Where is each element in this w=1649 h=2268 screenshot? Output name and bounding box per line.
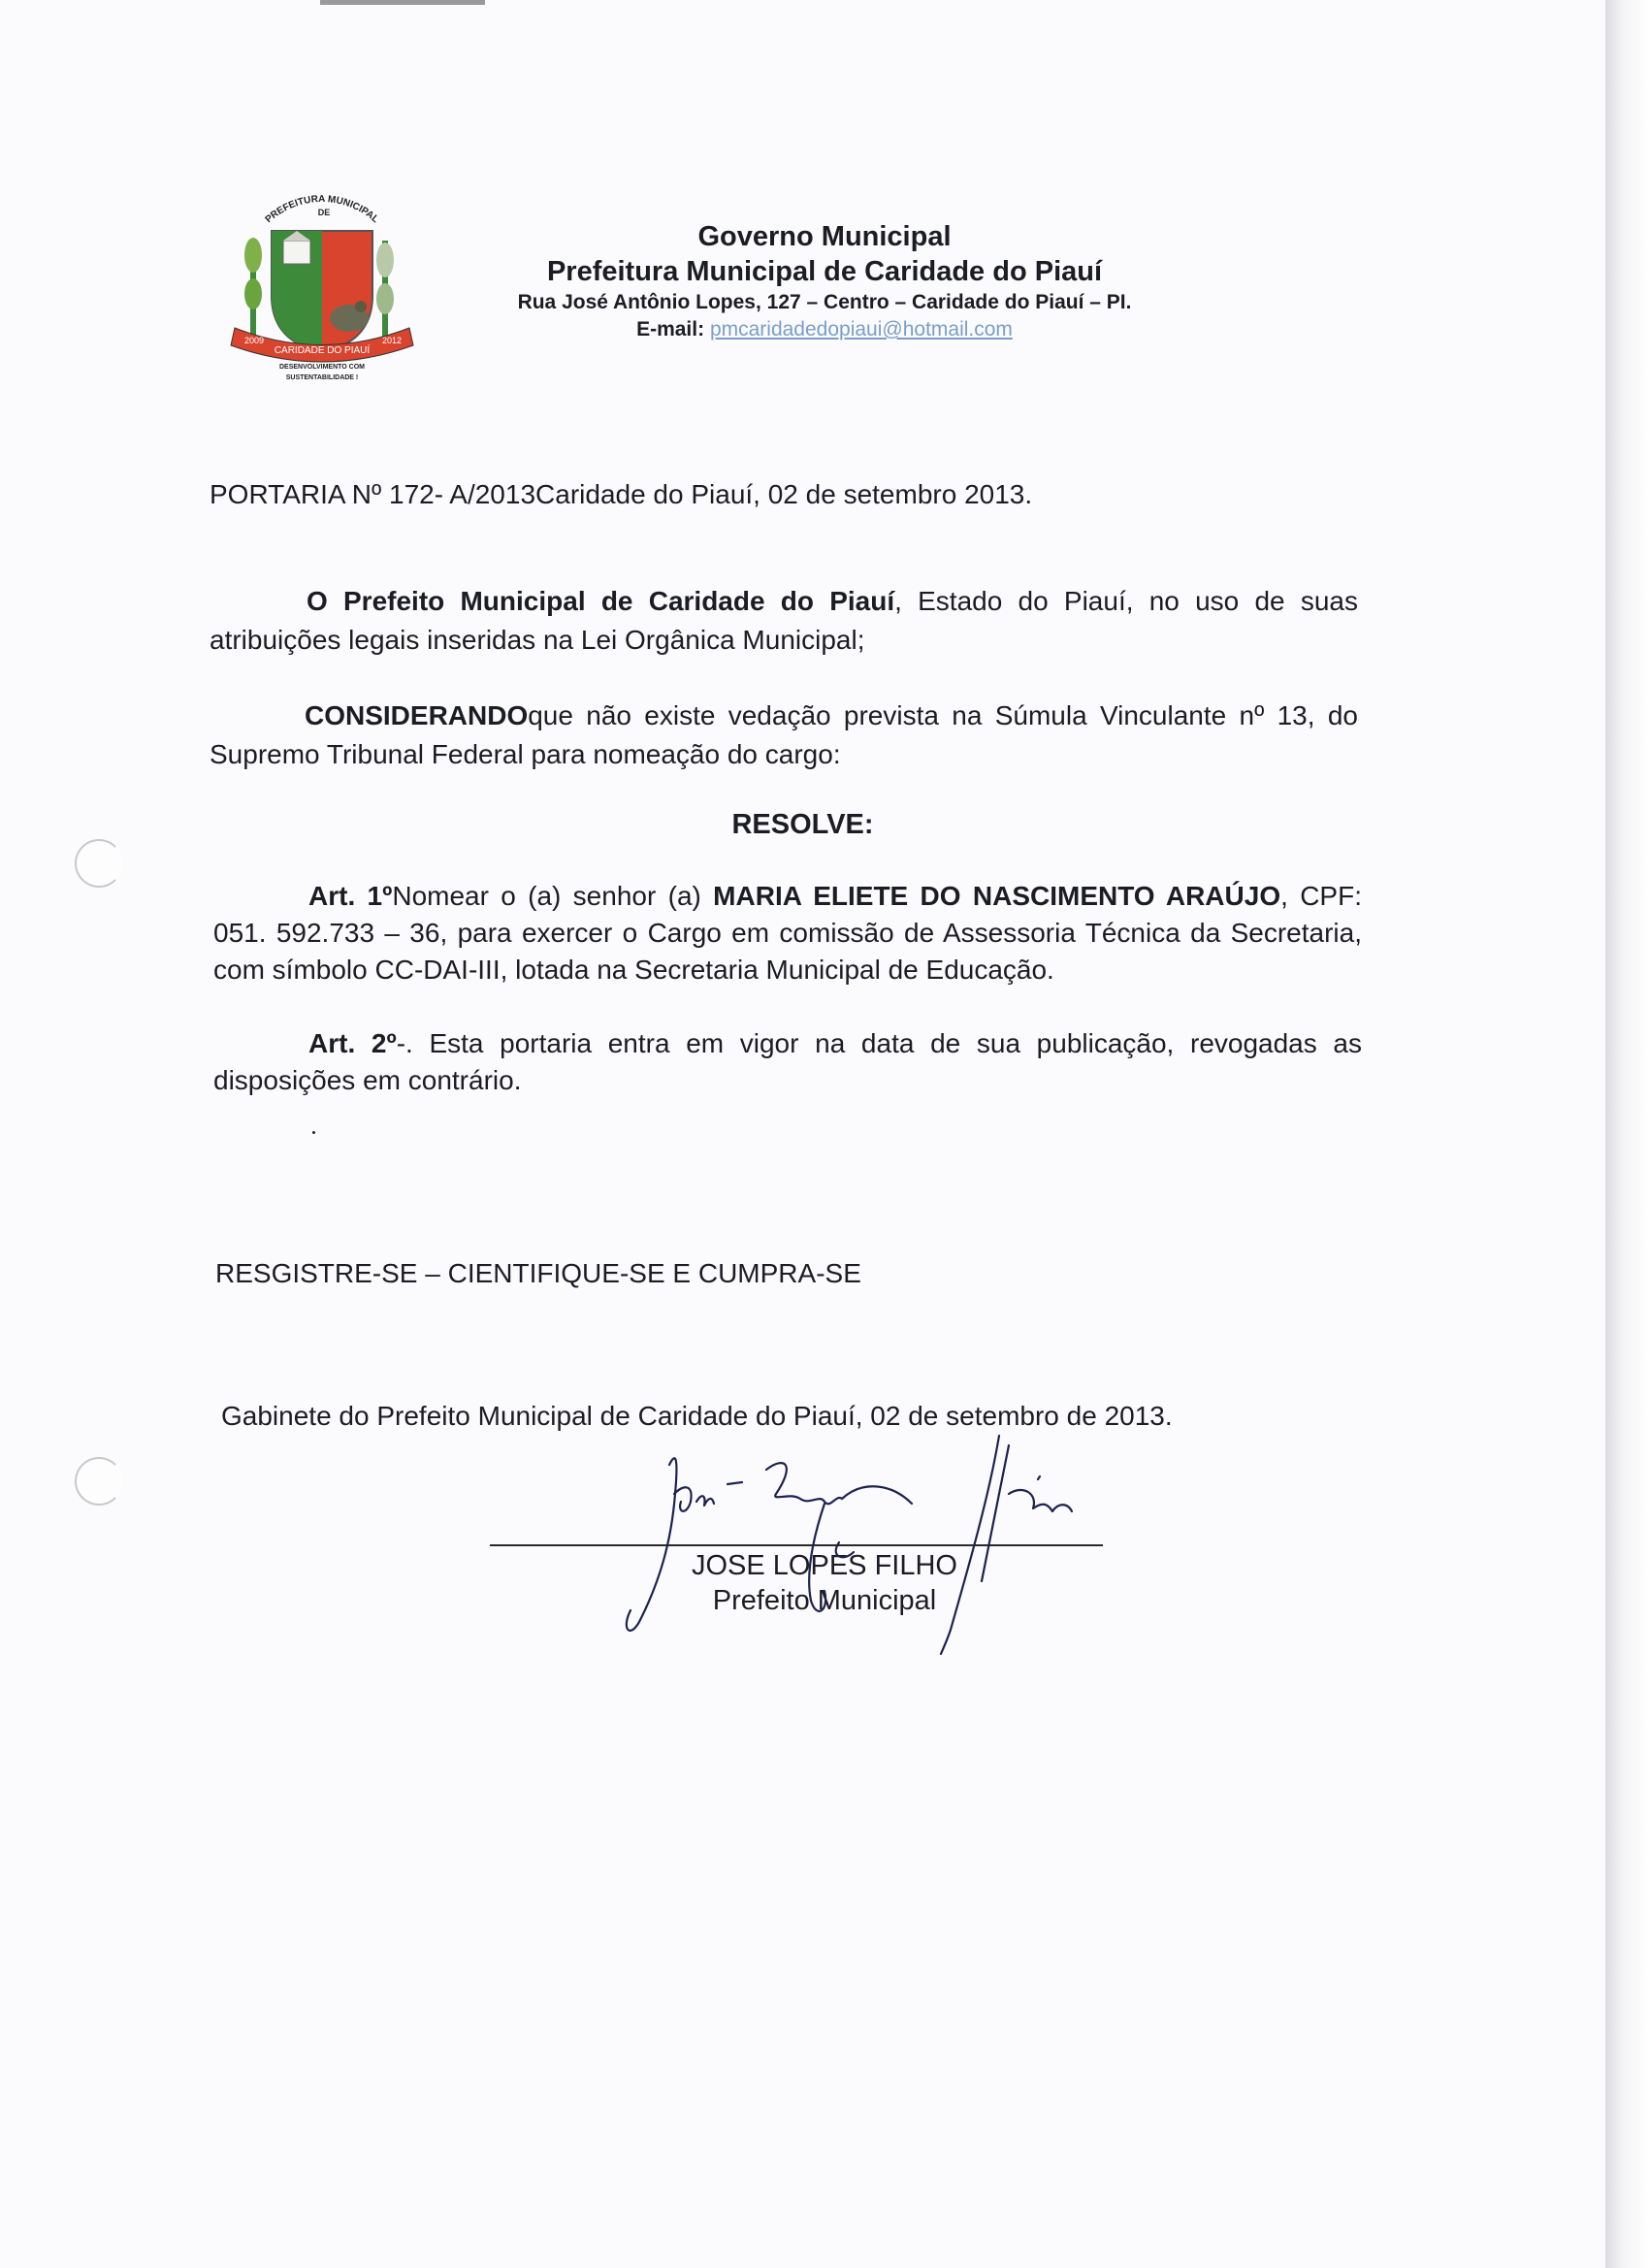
article-2-label: Art. 2º [308,1028,397,1058]
intro-paragraph [210,582,1358,660]
letterhead-address: Rua José Antônio Lopes, 127 – Centro – Caridade do Piauí – PI. [517,291,1132,313]
scan-mark [320,0,485,5]
intro-mayor: O Prefeito Municipal de Caridade do Piauí [307,586,895,616]
signer-name: JOSE LOPES FILHO [692,1550,957,1581]
signer-title: Prefeito Municipal [712,1585,937,1616]
considerando-paragraph [210,697,1358,774]
letterhead-prefeitura: Prefeitura Municipal de Caridade do Piauí [546,256,1103,287]
article-1-text-a: Nomear o (a) senhor (a) [392,881,714,911]
handwritten-signature [582,1387,1125,1678]
considerando-rest: que não existe vedação prevista na Súmula Vinculante nº 13, do Supremo Tribunal Federal para nomeação do cargo: [210,700,1358,769]
registre-line: RESGISTRE-SE – CIENTIFIQUE-SE E CUMPRA-SE [215,1258,861,1288]
appointee-name: MARIA ELIETE DO NASCIMENTO ARAÚJO [713,881,1281,911]
logo-motto-2: SUSTENTABILIDADE ! [285,374,359,381]
letterhead-government: Governo Municipal [697,221,952,252]
resolve-heading: RESOLVE: [731,809,874,840]
logo-year-left: 2009 [244,336,265,345]
article-1-text-b: , CPF: 051. 592.733 – 36, para exercer o Cargo em comissão de Assessoria Técnica da Secretaria, com símbolo CC-DAI-III, lotada na Secretaria Municipal de Educação. [213,881,1362,985]
email-link[interactable]: pmcaridadedopiaui@hotmail.com [709,318,1013,340]
article-2 [213,1025,1362,1099]
letterhead-email-line [407,316,1242,343]
article-2-text: -. Esta portaria entra em vigor na data de sua publicação, revogadas as disposições em contrário. [213,1028,1362,1095]
email-label: E-mail: [636,318,705,340]
considerando-label: CONSIDERANDO [305,700,529,730]
intro-rest: , Estado do Piauí, no uso de suas atribuições legais inseridas na Lei Orgânica Municipal; [210,586,1358,655]
punch-hole-bottom [75,1457,123,1506]
gabinete-line: Gabinete do Prefeito Municipal de Caridade do Piauí, 02 de setembro de 2013. [221,1401,1173,1431]
logo-motto-1: DESENVOLVIMENTO COM [278,364,366,371]
article-1 [213,878,1362,988]
portaria-heading: PORTARIA Nº 172- A/2013Caridade do Piauí, 02 de setembro 2013. [210,479,1033,509]
letterhead [407,219,1242,343]
logo-top-text: PREFEITURA MUNICIPAL [263,193,381,226]
logo-de-text: DE [317,208,331,217]
municipal-coat-of-arms-logo [215,182,429,386]
logo-year-right: 2012 [382,336,403,345]
punch-hole-top [75,839,123,888]
logo-banner-text: CARIDADE DO PIAUÍ [274,345,371,356]
article-1-label: Art. 1º [308,881,393,911]
stray-dot [312,1131,315,1134]
scan-edge [1605,0,1649,2268]
